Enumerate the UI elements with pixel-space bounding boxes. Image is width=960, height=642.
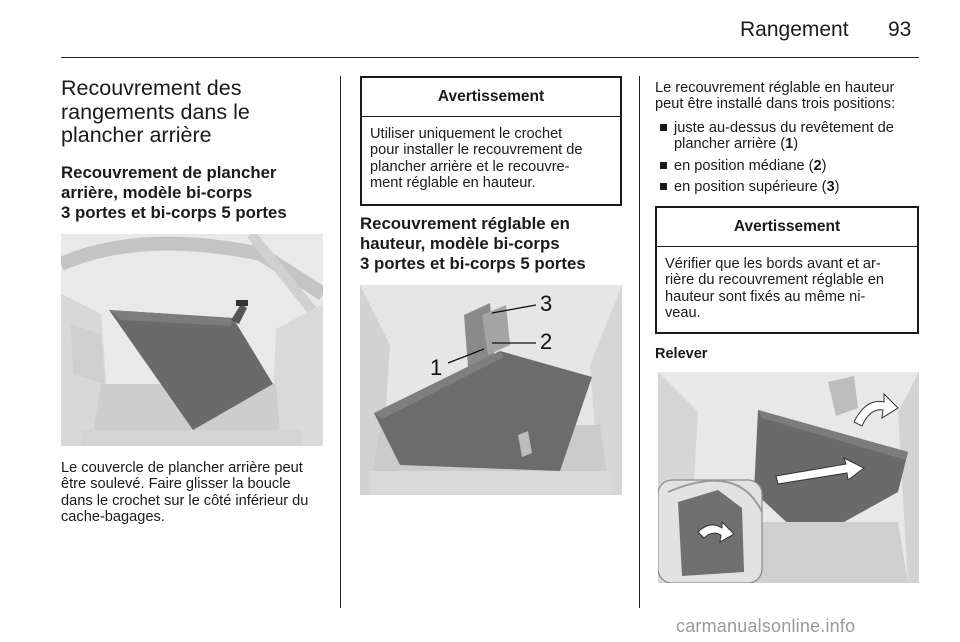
intro-paragraph <box>655 80 895 113</box>
warning-line: pour installer le recouvrement de <box>370 142 583 159</box>
subheading-line: 3 portes et bi-corps 5 portes <box>360 254 586 273</box>
subheading-line: 3 portes et bi-corps 5 portes <box>61 203 287 222</box>
subheading-line: hauteur, modèle bi-corps <box>360 234 560 253</box>
list-item-text: en position supérieure ( <box>674 179 827 196</box>
warning-line: Utiliser uniquement le crochet <box>370 126 563 142</box>
callout-1: 1 <box>430 355 443 380</box>
page-number: 93 <box>888 18 912 41</box>
raise-cover-illustration <box>658 372 919 583</box>
position-number: 1 <box>785 136 794 153</box>
subheading-line: arrière, modèle bi-corps <box>61 183 253 202</box>
list-item-suffix: ) <box>834 179 840 196</box>
body-line: Le couvercle de plancher arrière peut <box>61 460 303 476</box>
column-divider <box>340 76 341 608</box>
warning-text <box>657 247 917 322</box>
body-line: cache-bagages. <box>61 509 165 526</box>
intro-line: Le recouvrement réglable en hauteur <box>655 80 895 96</box>
page-header-title: Rangement <box>740 18 849 41</box>
intro-line: peut être installé dans trois positions: <box>655 96 896 113</box>
warning-text <box>362 117 620 192</box>
warning-line: hauteur sont fixés au même ni- <box>665 288 866 305</box>
adjustable-cover-illustration <box>360 285 622 495</box>
watermark: carmanualsonline.info <box>676 616 856 636</box>
subsection-heading <box>360 214 586 274</box>
position-number: 3 <box>826 179 835 196</box>
list-item <box>658 120 894 153</box>
warning-box <box>360 76 622 206</box>
warning-box <box>655 206 919 334</box>
list-item-text: juste au-dessus du revêtement de <box>674 120 894 136</box>
warning-title: Avertissement <box>657 208 917 247</box>
warning-title: Avertissement <box>362 78 620 117</box>
heading-line: Recouvrement des <box>61 76 242 100</box>
list-item-suffix: ) <box>821 157 827 174</box>
column-divider <box>639 76 640 608</box>
header-rule <box>61 57 919 58</box>
heading-line: rangements dans le <box>61 99 250 124</box>
warning-line: ment réglable en hauteur. <box>370 175 536 192</box>
body-line: être soulevé. Faire glisser la boucle <box>61 476 291 493</box>
callout-2: 2 <box>540 329 553 354</box>
trunk-floor-cover-illustration <box>61 234 323 446</box>
subheading-line: Recouvrement de plancher <box>61 163 277 182</box>
body-line: dans le crochet sur le côté inférieur du <box>61 492 309 509</box>
warning-line: rière du recouvrement réglable en <box>665 272 885 289</box>
callout-3: 3 <box>540 291 553 316</box>
list-item-text: en position médiane ( <box>674 157 814 174</box>
list-item-suffix: ) <box>793 136 799 153</box>
section-heading <box>61 77 250 148</box>
heading-line: plancher arrière <box>61 123 212 147</box>
positions-list <box>658 120 894 196</box>
position-number: 2 <box>813 157 822 174</box>
list-item <box>658 158 894 174</box>
subsection-heading: Relever <box>655 346 708 362</box>
warning-line: plancher arrière et le recouvre- <box>370 158 570 175</box>
subsection-heading <box>61 163 287 223</box>
list-item-text: plancher arrière ( <box>674 136 786 153</box>
body-paragraph <box>61 460 308 526</box>
list-item <box>658 179 894 195</box>
warning-line: veau. <box>665 305 701 322</box>
warning-line: Vérifier que les bords avant et ar- <box>665 256 881 272</box>
subheading-line: Recouvrement réglable en <box>360 214 570 233</box>
